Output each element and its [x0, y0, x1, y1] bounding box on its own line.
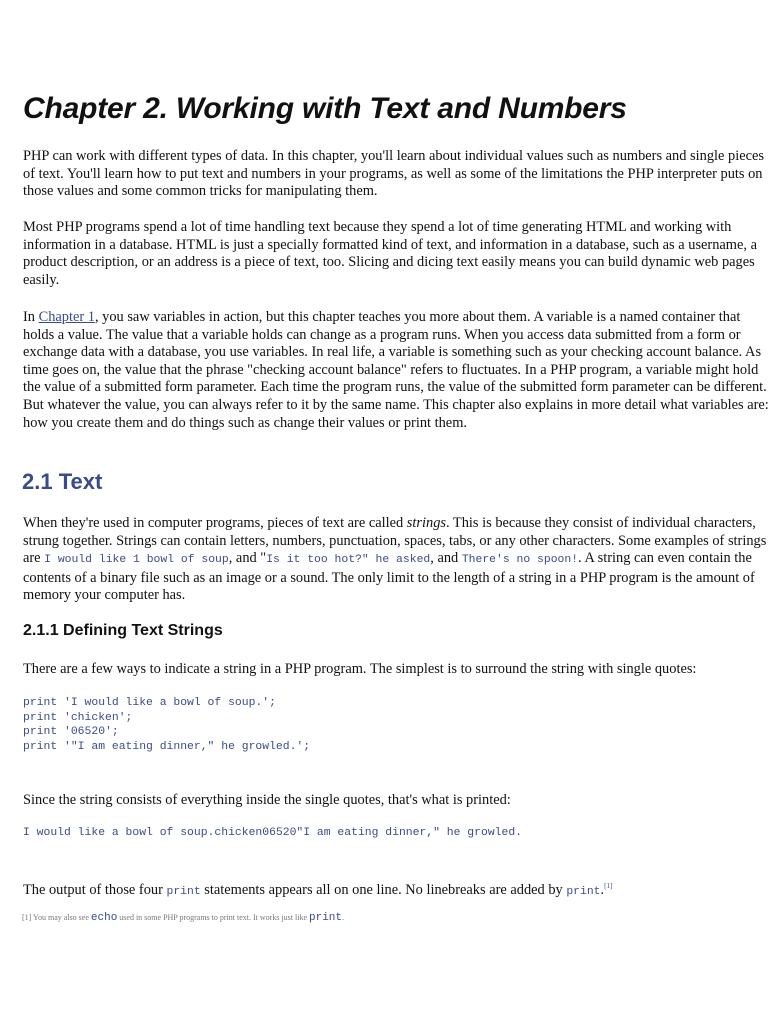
s21-text-end: . A string can even contain the contents of a binary file such as an image or a sound. The only limit to the length of a string in a PHP program is the amount of memory your computer has. [23, 550, 755, 604]
p3-end: . [600, 881, 605, 898]
p3-start: The output of those four [23, 881, 167, 898]
p3-mid: statements appears all on one line. No linebreaks are added by [200, 881, 567, 898]
intro-paragraph-2: Most PHP programs spend a lot of time handling text because they spend a lot of time generating HTML and working with information in a database. HTML is just a specially formatted kind of text, and information in a database, such as a username, a product description, or an address is a piece of text, too. Slicing and dicing text easily means you can build dynamic web pages easily. [23, 219, 757, 288]
section-2-1-1-heading: 2.1.1 Defining Text Strings [23, 622, 223, 639]
footnote-code-print: print [309, 912, 343, 924]
s21-sep-2: , and [430, 550, 462, 567]
chapter-title: Chapter 2. Working with Text and Numbers [23, 92, 627, 125]
defining-strings-paragraph-1: There are a few ways to indicate a string in a PHP program. The simplest is to surround the string with single quotes: [23, 661, 697, 677]
string-example-3: There's no spoon! [461, 554, 579, 567]
chapter-1-link[interactable]: Chapter 1 [38, 309, 95, 325]
footnote-text-before: You may also see [31, 913, 91, 922]
inline-code-print-2: print [566, 885, 601, 898]
footnote-marker: [1] [22, 913, 32, 922]
string-example-2: Is it too hot?" he asked [266, 554, 431, 567]
footnote-code-echo: echo [90, 912, 118, 924]
code-block-print-examples: print 'I would like a bowl of soup.'; print 'chicken'; print '06520'; print '"I am eating dinner," he growled.'; [23, 697, 311, 753]
footnote [22, 912, 344, 924]
defining-strings-paragraph-2: Since the string consists of everything inside the single quotes, that's what is printed: [23, 792, 511, 808]
string-example-1: I would like 1 bowl of soup [44, 554, 229, 567]
inline-code-print-1: print [166, 885, 201, 898]
s21-term-strings: strings [406, 515, 446, 531]
s21-text-start: When they're used in computer programs, pieces of text are called [23, 515, 407, 531]
intro-p3-after: , you saw variables in action, but this chapter teaches you more about them. A variable is a named container that holds a value. The value that a variable holds can change as a program runs. When you access data submitted from a form or exchange data with a database, you use variables. In real life, a variable is something such as your checking account balance. As time goes on, the value that the phrase "checking account balance" refers to fluctuates. In a PHP program, a variable might hold the value of a submitted form parameter. Each time the program runs, the value of the submitted form parameter can be different. But whatever the value, you can always refer to it by the same name. This chapter also explains in more detail what variables are: how you create them and do things such as change their values or print them. [23, 309, 769, 431]
code-block-output: I would like a bowl of soup.chicken06520"I am eating dinner," he growled. [23, 827, 522, 839]
section-2-1-paragraph [23, 515, 770, 605]
s21-sep-1: , and " [228, 550, 267, 567]
footnote-text-mid: used in some PHP programs to print text. It works just like [117, 913, 309, 922]
intro-paragraph-1: PHP can work with different types of data. In this chapter, you'll learn about individual values such as numbers and single pieces of text. You'll learn how to put text and numbers in your programs, as well as some of the limitations the PHP interpreter puts on those values and some common tricks for manipulating them. [23, 148, 764, 200]
footnote-text-end: . [342, 913, 345, 922]
section-2-1-heading: 2.1 Text [22, 469, 103, 494]
s21-text-mid: . This is because they consist of individual characters, strung together. Strings can contain letters, numbers, punctuation, spaces, tabs, or any other characters. Some examples of strings are [23, 515, 767, 567]
intro-p3-before: In [23, 309, 39, 325]
intro-paragraph-3 [23, 309, 770, 432]
footnote-reference-link[interactable]: [1] [604, 882, 613, 890]
defining-strings-paragraph-3 [23, 878, 770, 901]
